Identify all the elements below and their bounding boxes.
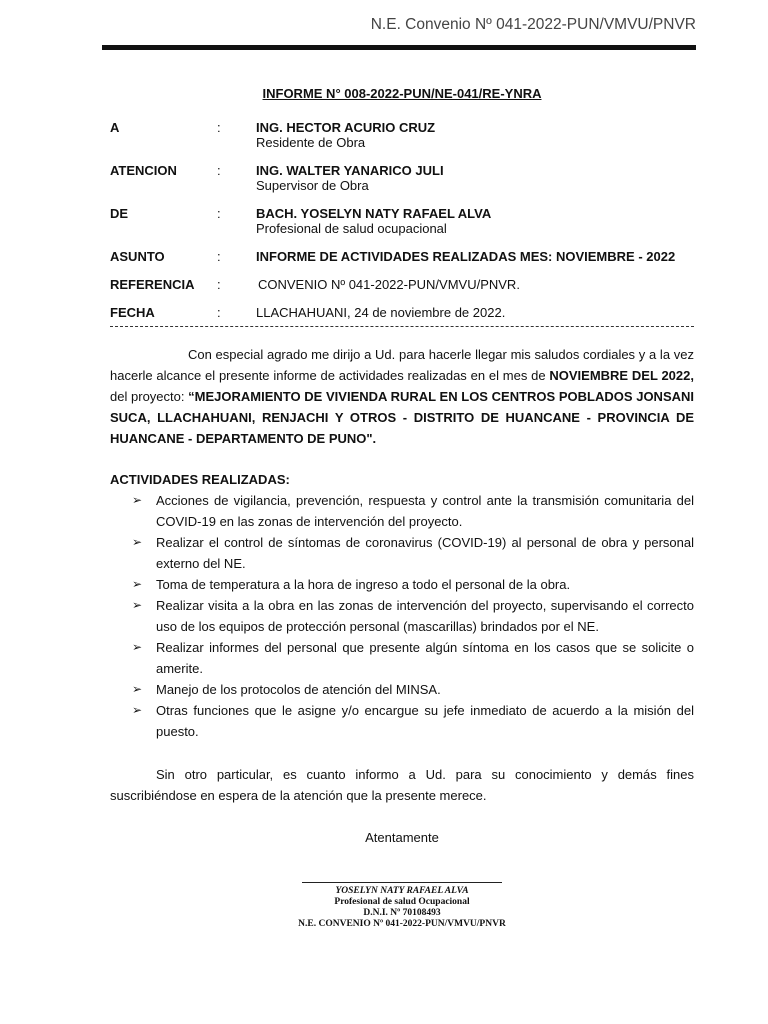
field-from-value xyxy=(256,207,716,236)
intro-text-1: Con especial agrado me dirijo a Ud. para hacerle llegar mis saludos cordiales y a la vez hacerle alcance el presente informe de actividades realizadas en el mes de xyxy=(110,347,694,383)
field-date-label: FECHA xyxy=(110,305,155,320)
arrow-bullet-icon: ➢ xyxy=(132,682,143,696)
signature-role: Profesional de salud Ocupacional xyxy=(334,897,470,907)
field-attention-label: ATENCION xyxy=(110,163,177,178)
arrow-bullet-icon: ➢ xyxy=(132,577,143,591)
field-attention-name: ING. WALTER YANARICO JULI xyxy=(256,163,444,178)
field-subject-value: INFORME DE ACTIVIDADES REALIZADAS MES: NOVIEMBRE - 2022 xyxy=(256,249,676,264)
activities-list xyxy=(110,490,694,742)
signature-org: N.E. CONVENIO Nº 041-2022-PUN/VMVU/PNVR xyxy=(298,919,506,929)
arrow-bullet-icon: ➢ xyxy=(132,703,143,717)
field-from-role: Profesional de salud ocupacional xyxy=(256,220,447,236)
signature-name: YOSELYN NATY RAFAEL ALVA xyxy=(335,886,469,896)
activity-item: ➢ Otras funciones que le asigne y/o encargue su jefe inmediato de acuerdo a la misión del puesto. xyxy=(110,700,694,742)
field-from-colon: : xyxy=(217,206,221,221)
field-to-colon: : xyxy=(217,120,221,135)
intro-month: NOVIEMBRE DEL 2022, xyxy=(549,368,694,383)
activity-item: ➢ Realizar el control de síntomas de coronavirus (COVID-19) al personal de obra y personal externo del NE. xyxy=(110,532,694,574)
closing-paragraph: Sin otro particular, es cuanto informo a Ud. para su conocimiento y demás fines suscribiéndose en espera de la atención que la presente merece. xyxy=(110,767,694,803)
section-divider xyxy=(110,326,694,327)
arrow-bullet-icon: ➢ xyxy=(132,535,143,549)
activity-item: ➢ Acciones de vigilancia, prevención, respuesta y control ante la transmisión comunitaria del COVID-19 en las zonas de intervención del proyecto. xyxy=(110,490,694,532)
field-from-label: DE xyxy=(110,206,129,221)
field-to-label: A xyxy=(110,120,120,135)
activity-item: ➢ Realizar visita a la obra en las zonas de intervención del proyecto, supervisando el correcto uso de los equipos de protección personal (mascarillas) brindados por el NE. xyxy=(110,595,694,637)
activities-title: ACTIVIDADES REALIZADAS: xyxy=(110,472,290,487)
field-attention-role: Supervisor de Obra xyxy=(256,177,369,193)
signature-block xyxy=(202,886,602,930)
intro-project: “MEJORAMIENTO DE VIVIENDA RURAL EN LOS CENTROS POBLADOS JONSANI SUCA, LLACHAHUANI, RENJACHI Y OTROS - DISTRITO DE HUANCANE - PROVINCIA DE HUANCANE - DEPARTAMENTO DE PUNO". xyxy=(110,389,695,446)
field-from-name: BACH. YOSELYN NATY RAFAEL ALVA xyxy=(256,206,492,221)
field-subject-label: ASUNTO xyxy=(110,249,165,264)
activity-item: ➢ Realizar informes del personal que presente algún síntoma en los casos que se solicite o amerite. xyxy=(110,637,694,679)
signature-dni: D.N.I. Nº 70108493 xyxy=(363,908,441,918)
field-to-role: Residente de Obra xyxy=(256,134,366,150)
signature-line xyxy=(302,882,502,883)
arrow-bullet-icon: ➢ xyxy=(132,493,143,507)
field-attention-value xyxy=(256,164,716,193)
closing-salutation: Atentamente xyxy=(365,830,439,845)
intro-text-2: del proyecto: xyxy=(110,389,189,404)
document-title: INFORME N° 008-2022-PUN/NE-041/RE-YNRA xyxy=(262,86,542,101)
field-reference-colon: : xyxy=(217,277,221,292)
field-subject-colon: : xyxy=(217,249,221,264)
field-to-name: ING. HECTOR ACURIO CRUZ xyxy=(256,120,436,135)
field-date-colon: : xyxy=(217,305,221,320)
arrow-bullet-icon: ➢ xyxy=(132,598,143,612)
header-rule xyxy=(102,45,696,50)
field-date-value: LLACHAHUANI, 24 de noviembre de 2022. xyxy=(256,305,506,320)
activity-item: ➢ Toma de temperatura a la hora de ingreso a todo el personal de la obra. xyxy=(110,574,694,595)
intro-paragraph xyxy=(110,344,694,449)
activity-item: ➢ Manejo de los protocolos de atención del MINSA. xyxy=(110,679,694,700)
arrow-bullet-icon: ➢ xyxy=(132,640,143,654)
field-reference-label: REFERENCIA xyxy=(110,277,195,292)
field-attention-colon: : xyxy=(217,163,221,178)
field-to-value xyxy=(256,121,716,150)
field-reference-value: CONVENIO Nº 041-2022-PUN/VMVU/PNVR. xyxy=(258,277,520,292)
header-reference: N.E. Convenio Nº 041-2022-PUN/VMVU/PNVR xyxy=(370,16,696,33)
